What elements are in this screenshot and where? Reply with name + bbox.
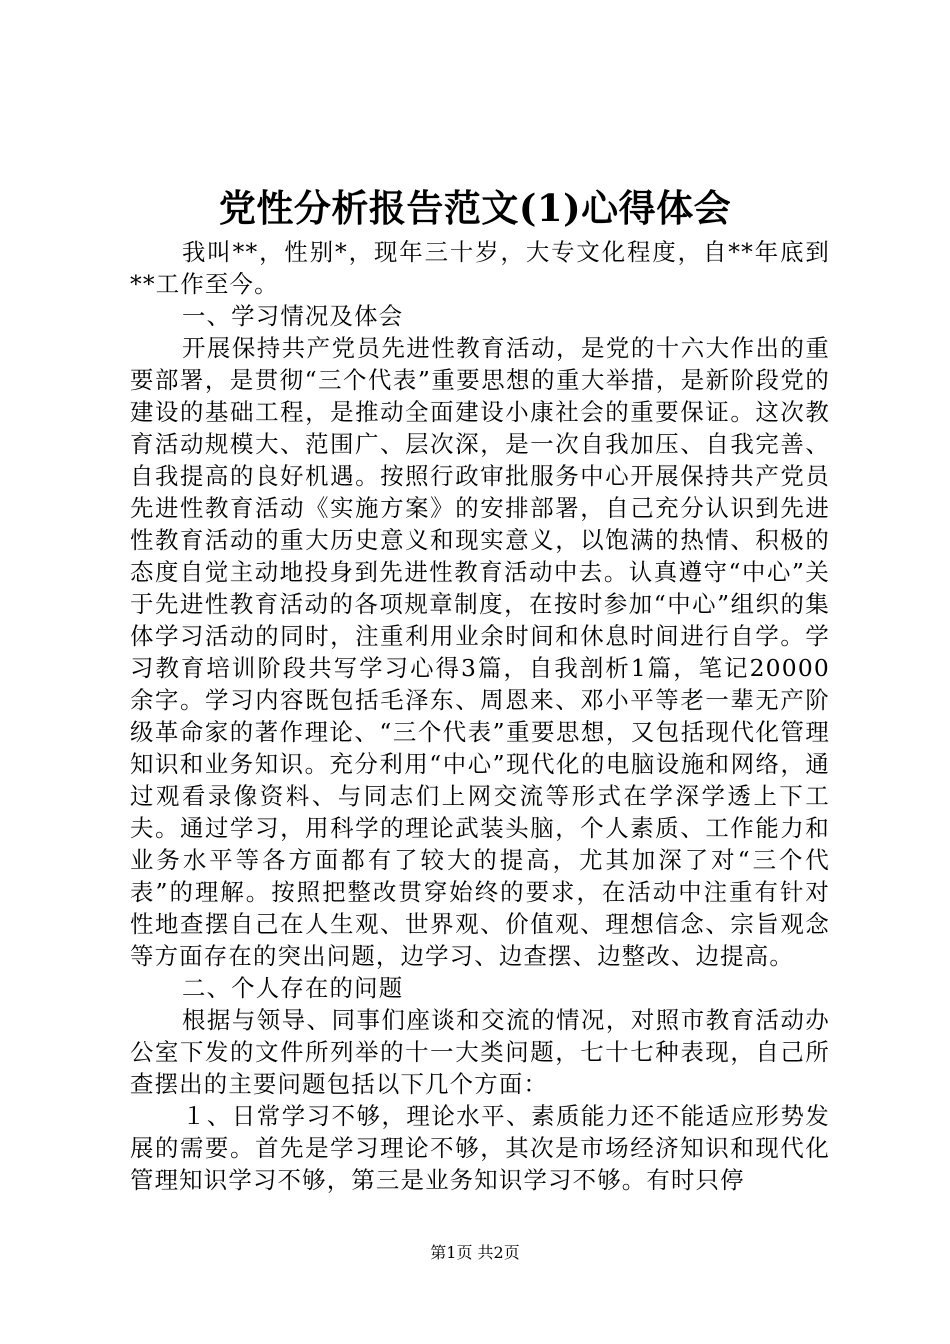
paragraph-problems: 根据与领导、同事们座谈和交流的情况，对照市教育活动办公室下发的文件所列举的十一大类问题，七十七种表现，自己所查摆出的主要问题包括以下几个方面： [130,1006,830,1098]
section-heading-problems: 二、个人存在的问题 [182,974,404,1002]
paragraph-study: 开展保持共产党员先进性教育活动，是党的十六大作出的重要部署，是贯彻“三个代表”重要思想的重大举措，是新阶段党的建设的基础工程，是推动全面建设小康社会的重要保证。这次教育活动规模大、范围广、层次深，是一次自我加压、自我完善、自我提高的良好机遇。按照行政审批服务中心开展保持共产党员先进性教育活动《实施方案》的安排部署，自己充分认识到先进性教育活动的重大历史意义和现实意义，以饱满的热情、积极的态度自觉主动地投身到先进性教育活动中去。认真遵守“中心”关于先进性教育活动的各项规章制度，在按时参加“中心”组织的集体学习活动的同时，注重利用业余时间和休息时间进行自学。学习教育培训阶段共写学习心得3篇，自我剖析1篇，笔记20000余字。学习内容既包括毛泽东、周恩来、邓小平等老一辈无产阶级革命家的著作理论、“三个代表”重要思想，又包括现代化管理知识和业务知识。充分利用“中心”现代化的电脑设施和网络，通过观看录像资料、与同志们上网交流等形式在学深学透上下工夫。通过学习，用科学的理论武装头脑，个人素质、工作能力和业务水平等各方面都有了较大的提高，尤其加深了对“三个代表”的理解。按照把整改贯穿始终的要求，在活动中注重有针对性地查摆自己在人生观、世界观、价值观、理想信念、宗旨观念等方面存在的突出问题，边学习、边查摆、边整改、边提高。 [130,334,830,970]
document-body [130,236,830,1196]
paragraph-problem-1: １、日常学习不够，理论水平、素质能力还不能适应形势发展的需要。首先是学习理论不够，其次是市场经济知识和现代化管理知识学习不够，第三是业务知识学习不够。有时只停 [130,1102,830,1194]
section-heading-study: 一、学习情况及体会 [182,302,404,330]
paragraph-intro: 我叫**，性别*，现年三十岁，大专文化程度，自**年底到**工作至今。 [130,238,830,298]
page-number: 第1页 共2页 [430,1243,520,1262]
document-title: 党性分析报告范文(1)心得体会 [218,186,732,230]
